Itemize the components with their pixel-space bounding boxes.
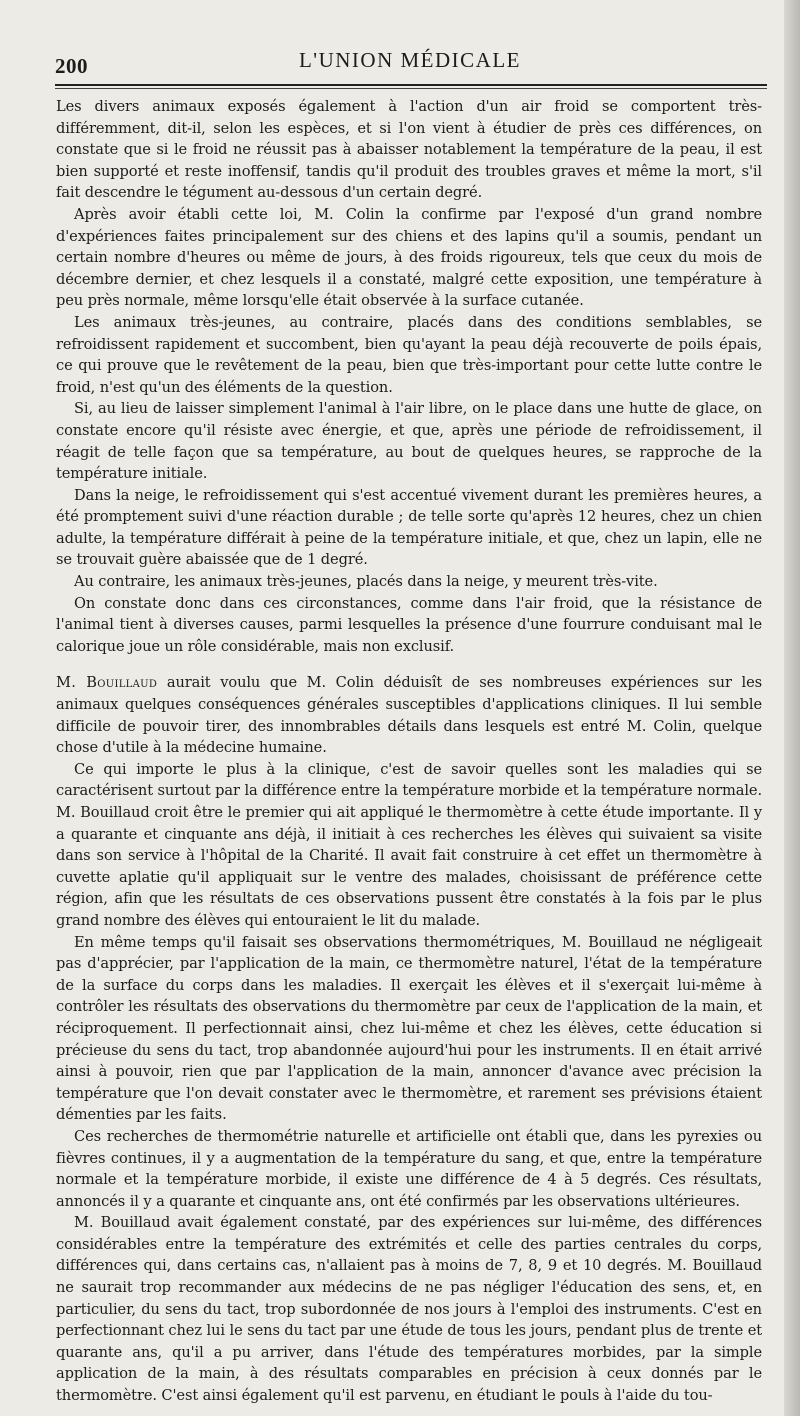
paragraph: Au contraire, les animaux très-jeunes, placés dans la neige, y meurent très-vite. xyxy=(74,573,658,591)
paragraph: Ces recherches de thermométrie naturelle et artificielle ont établi que, dans les pyrexies ou fièvres continues, il y a augmentation de la température du sang, et que, entre la température normale et la température morbide, il existe une différence de 4 à 5 degrés. Ces résultats, annoncés il y a quarante et cinquante ans, ont été confirmés par les observations ultérieures. xyxy=(56,1127,762,1210)
paragraph: Après avoir établi cette loi, M. Colin la confirme par l'exposé d'un grand nombre d'expériences faites principalement sur des chiens et des lapins qu'il a soumis, pendant un certain nombre d'heures ou même de jours, à des froids rigoureux, tels que ceux du mois de décembre dernier, et chez lesquels il a constaté, malgré cette exposition, une température à peu près normale, même lorsqu'elle était observée à la surface cutanée. xyxy=(56,205,762,310)
journal-title: L'UNION MÉDICALE xyxy=(298,48,521,72)
page-number: 200 xyxy=(55,54,88,78)
paragraph: Dans la neige, le refroidissement qui s'est accentué vivement durant les premières heures, a été promptement suivi d'une réaction durable ; de telle sorte qu'après 12 heures, chez un chien adulte, la température différait à peine de la température initiale, et que, chez un lapin, elle ne se trouvait guère abaissée que de 1 degré. xyxy=(56,486,762,569)
paragraph: M. Bouillaud avait également constaté, par des expériences sur lui-même, des différences considérables entre la température des extrémités et celle des parties centrales du corps, différences qui, dans certains cas, n'allaient pas à moins de 7, 8, 9 et 10 degrés. M. Bouillaud ne saurait trop recommander aux médecins de ne pas négliger l'éducation des sens, et, en particulier, du sens du tact, trop subordonnée de nos jours à l'emploi des instruments. C'est en perfectionnant chez lui le sens du tact par une étude de tous les jours, pendant plus de trente et quarante ans, qu'il a pu arriver, dans l'étude des températures morbides, par la simple application de la main, à des résultats comparables en précision à ceux donnés par le thermomètre. C'est ainsi également qu'il est parvenu, en étudiant le pouls à l'aide du tou- xyxy=(56,1214,762,1405)
body-text xyxy=(56,96,762,1407)
paragraph-speaker xyxy=(56,672,762,758)
speaker-text: aurait voulu que M. Colin déduisît de ses nombreuses expériences sur les animaux quelques conséquences générales susceptibles d'applications cliniques. Il lui semble difficile de pouvoir tirer, des innombrables détails dans lesquels est entré M. Colin, quelque chose d'utile à la médecine humaine. xyxy=(56,674,762,757)
paragraph: Les animaux très-jeunes, au contraire, placés dans des conditions semblables, se refroidissent rapidement et succombent, bien qu'ayant la peau déjà recouverte de poils épais, ce qui prouve que le revêtement de la peau, bien que très-important pour cette lutte contre le froid, n'est qu'un des éléments de la question. xyxy=(56,313,762,396)
paragraph: Si, au lieu de laisser simplement l'animal à l'air libre, on le place dans une hutte de glace, on constate encore qu'il résiste avec énergie, et que, après une période de refroidissement, il réagit de telle façon que sa température, au bout de quelques heures, se rapproche de la température initiale. xyxy=(56,400,762,483)
paragraph: En même temps qu'il faisait ses observations thermométriques, M. Bouillaud ne négligeait pas d'apprécier, par l'application de la main, ce thermomètre naturel, l'état de la température de la surface du corps dans les maladies. Il exerçait les élèves et il s'exerçait lui-même à contrôler les résultats des observations du thermomètre par ceux de l'application de la main, et réciproquement. Il perfectionnait ainsi, chez lui-même et chez les élèves, cette éducation si précieuse du sens du tact, trop abandonnée aujourd'hui pour les instruments. Il en était arrivé ainsi à pouvoir, rien que par l'application de la main, annoncer d'avance avec précision la température que l'on devait constater avec le thermomètre, et rarement ses prévisions étaient démenties par les faits. xyxy=(56,933,762,1124)
speaker-name: M. Bouillaud xyxy=(56,674,158,692)
running-header xyxy=(55,46,765,78)
page-edge-shadow xyxy=(784,0,800,1416)
paragraph: On constate donc dans ces circonstances, comme dans l'air froid, que la résistance de l'animal tient à diverses causes, parmi lesquelles la présence d'une fourrure conduisant mal le calorique joue un rôle considérable, mais non exclusif. xyxy=(56,594,762,655)
header-rule xyxy=(55,84,767,89)
paragraph: Les divers animaux exposés également à l'action d'un air froid se comportent très-différemment, dit-il, selon les espèces, et si l'on vient à étudier de près ces différences, on constate que si le froid ne réussit pas à abaisser notablement la température de la peau, il est bien supporté et reste inoffensif, tandis qu'il produit des troubles graves et même la mort, s'il fait descendre le tégument au-dessous d'un certain degré. xyxy=(56,98,762,202)
paragraph: Ce qui importe le plus à la clinique, c'est de savoir quelles sont les maladies qui se caractérisent surtout par la différence entre la température morbide et la température normale. M. Bouillaud croit être le premier qui ait appliqué le thermomètre à cette étude importante. Il y a quarante et cinquante ans déjà, il initiait à ces recherches les élèves qui suivaient sa visite dans son service à l'hôpital de la Charité. Il avait fait construire à cet effet un thermomètre à cuvette aplatie qu'il appliquait sur le ventre des malades, choisissant de préférence cette région, afin que les résultats de ces observations pussent être constatés à la fois par le plus grand nombre des élèves qui entouraient le lit du malade. xyxy=(56,760,762,929)
